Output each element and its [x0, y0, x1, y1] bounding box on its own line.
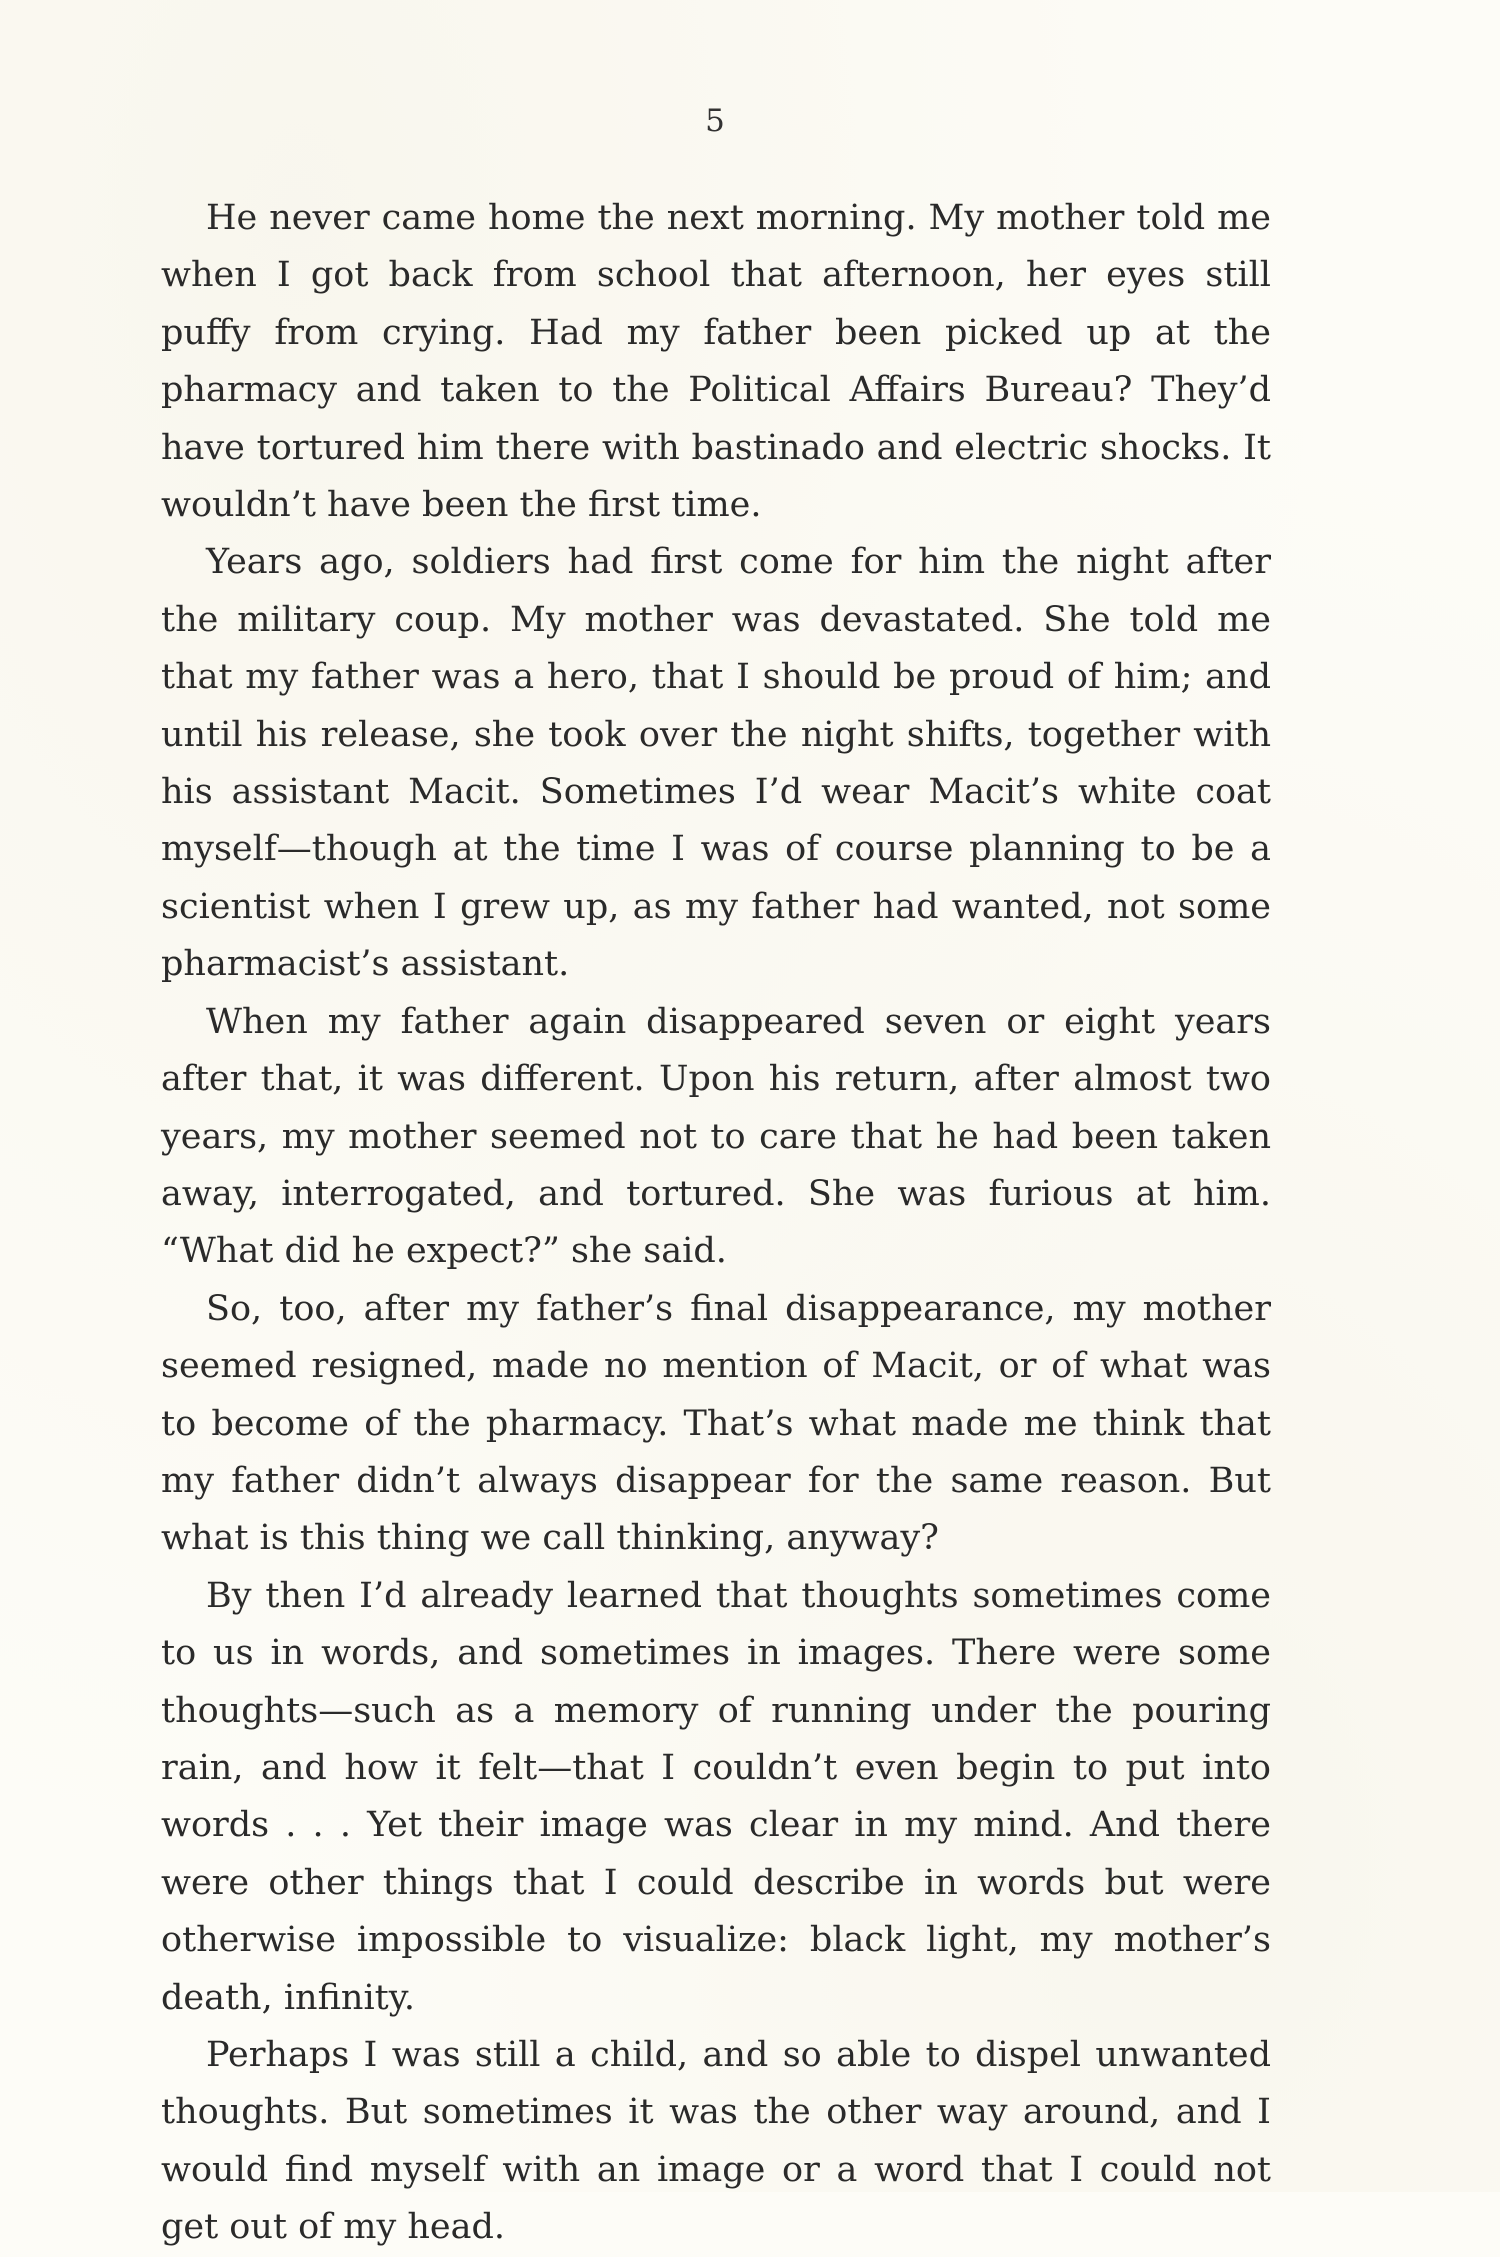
paragraph: So, too, after my father’s final disappearance, my mother seemed resigned, made no mention of Macit, or of what was to become of the pharmacy. That’s what made me think that my father didn’t always disappear for the same reason. But what is this thing we call thinking, anyway? — [161, 1288, 1271, 1559]
paragraph: Perhaps I was still a child, and so able to dispel unwanted thoughts. But sometimes it was the other way around, and I would find myself with an image or a word that I could not get out of my head. — [161, 2035, 1271, 2248]
paragraph: When my father again disappeared seven or eight years after that, it was different. Upon his return, after almost two years, my mother seemed not to care that he had been taken away, interrogated, and tortured. She was furious at him. “What did he expect?” she said. — [161, 1001, 1271, 1272]
page-number: 5 — [705, 103, 725, 139]
paragraph: He never came home the next morning. My mother told me when I got back from school that afternoon, her eyes still puffy from crying. Had my father been picked up at the pharmacy and taken to the Political Affairs Bureau? They’d have tortured him there with bastinado and electric shocks. It wouldn’t have been the first time. — [161, 198, 1271, 526]
paragraph: Years ago, soldiers had first come for him the night after the military coup. My mother was devastated. She told me that my father was a hero, that I should be proud of him; and until his release, she took over the night shifts, together with his assistant Macit. Sometimes I’d wear Macit’s white coat myself—though at the time I was of course planning to be a scientist when I grew up, as my father had wanted, not some pharmacist’s assistant. — [161, 542, 1271, 985]
body-text — [161, 190, 1271, 2257]
paragraph: By then I’d already learned that thoughts sometimes come to us in words, and sometimes in images. There were some thoughts—such as a memory of running under the pouring rain, and how it felt—that I couldn’t even begin to put into words . . . Yet their image was clear in my mind. And there were other things that I could describe in words but were otherwise impossible to visualize: black light, my mother’s death, infinity. — [161, 1575, 1271, 2018]
